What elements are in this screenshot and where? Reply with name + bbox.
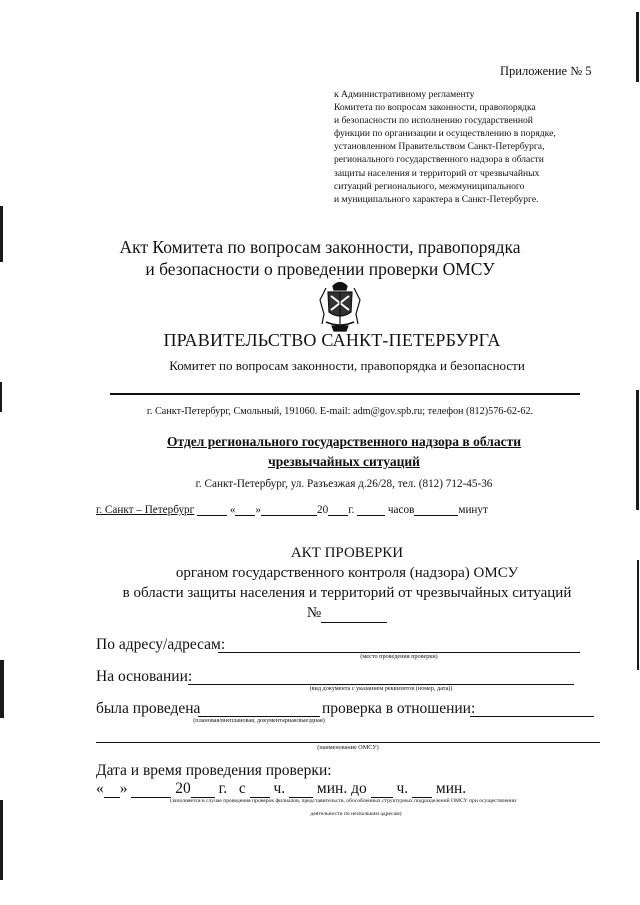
department-name [0,432,640,472]
blank-line[interactable] [197,503,227,516]
department-line: чрезвычайных ситуаций [268,454,420,469]
basis-hint: (вид документа с указанием реквизитов (номер, дата)) [309,685,453,692]
hours-label: часов [387,504,415,516]
dt-to-hours-field[interactable] [371,782,393,798]
conducted-label: была проведена [96,700,201,717]
month-field[interactable] [261,503,317,516]
act-number-field[interactable] [321,608,387,623]
datetime-label: Дата и время проведения проверки: [96,762,332,779]
regulation-line: и муниципального характера в Санкт-Петербурге. [334,193,539,205]
datetime-hint: (заполняется в случае проведения проверок филиалов, представительств, обособленных структурных подразделений ОМСУ при осуществлении [169,798,517,804]
dt-to-label: до [351,780,367,797]
act-heading-line: в области защиты населения и территорий от чрезвычайных ситуаций [122,585,572,601]
city-label: г. Санкт – Петербург [96,504,195,516]
dt-year-prefix: 20 [175,780,191,797]
committee-name: Комитет по вопросам законности, правопорядка и безопасности [169,358,525,373]
minutes-label: минут [458,504,488,516]
act-title-line: и безопасности о проведении проверки ОМСУ [145,259,495,279]
act-heading-line: АКТ ПРОВЕРКИ [290,545,404,561]
act-title [0,236,640,280]
scan-edge-mark [0,660,4,718]
regulation-line: установленном Правительством Санкт-Петербурга, [334,141,545,153]
conducted-hint: (плановая/внеплановая, документарная/выездная) [193,717,325,724]
omsu-hint: (наименование ОМСУ) [317,744,379,751]
address-hint: (место проведения проверки) [360,653,438,660]
open-quote: « [229,504,236,516]
department-address: г. Санкт-Петербург, ул. Разъезжая д.26/28, тел. (812) 712-45-36 [195,478,493,490]
regulation-line: ситуаций регионального, межмуниципального [334,180,525,192]
dt-month-field[interactable] [131,782,171,798]
close-quote: » [255,504,262,516]
government-heading: ПРАВИТЕЛЬСТВО САНКТ-ПЕТЕРБУРГА [163,330,501,350]
regulation-line: регионального государственного надзора в области [334,154,544,166]
dt-close-quote: » [119,780,128,797]
basis-label: На основании: [96,668,193,685]
place-date-line [96,503,488,516]
dt-from-minutes-field[interactable] [289,782,313,798]
year-field[interactable] [328,503,348,516]
dt-from-label: с [238,780,246,797]
regulation-line: функции по организации и осуществлению в порядке, [334,128,556,140]
omsu-name-field[interactable] [96,742,600,743]
dt-from-hours-field[interactable] [250,782,270,798]
annex-number: Приложение № 5 [500,64,592,78]
header-divider [110,393,580,395]
regulation-line: защиты населения и территорий от чрезвычайных [334,167,540,179]
act-heading-line: органом государственного контроля (надзора) ОМСУ [175,565,519,581]
committee-address: г. Санкт-Петербург, Смольный, 191060. E-mail: adm@gov.spb.ru; телефон (812)576-62-62. [146,406,534,417]
datetime-row [96,780,466,798]
year-suffix: г. [348,504,355,516]
regulation-line: Комитета по вопросам законности, правопорядка [334,102,536,114]
dt-year-field[interactable] [191,782,215,798]
number-sign: № [306,605,322,621]
act-title-line: Акт Комитета по вопросам законности, правопорядка [119,237,521,257]
year-prefix: 20 [317,504,329,516]
minutes-field[interactable] [414,503,458,516]
dt-year-suffix: г. [218,780,228,797]
dt-hours-label: ч. [273,780,286,797]
dt-minutes-label: мин. [316,780,348,797]
regulation-line: и безопасности по исполнению государственной [334,115,533,127]
dt-hours-label-2: ч. [396,780,409,797]
dt-open-quote: « [96,780,104,797]
department-line: Отдел регионального государственного надзора в области [167,434,521,449]
coat-of-arms-emblem [318,278,362,332]
datetime-hint-continued: деятельности по нескольким адресам) [310,811,402,817]
act-heading [0,543,640,623]
scan-edge-mark [0,800,3,880]
scan-edge-mark [636,12,639,82]
day-field[interactable] [235,503,255,516]
hours-field[interactable] [357,503,385,516]
dt-day-field[interactable] [104,782,120,798]
dt-minutes-label-2: мин. [435,780,467,797]
regulation-reference [334,88,556,206]
dt-to-minutes-field[interactable] [412,782,432,798]
address-label: По адресу/адресам: [96,636,226,653]
conducted-mid-label: проверка в отношении: [322,700,476,717]
regulation-line: к Административному регламенту [334,89,475,100]
check-target-field[interactable] [470,716,594,717]
